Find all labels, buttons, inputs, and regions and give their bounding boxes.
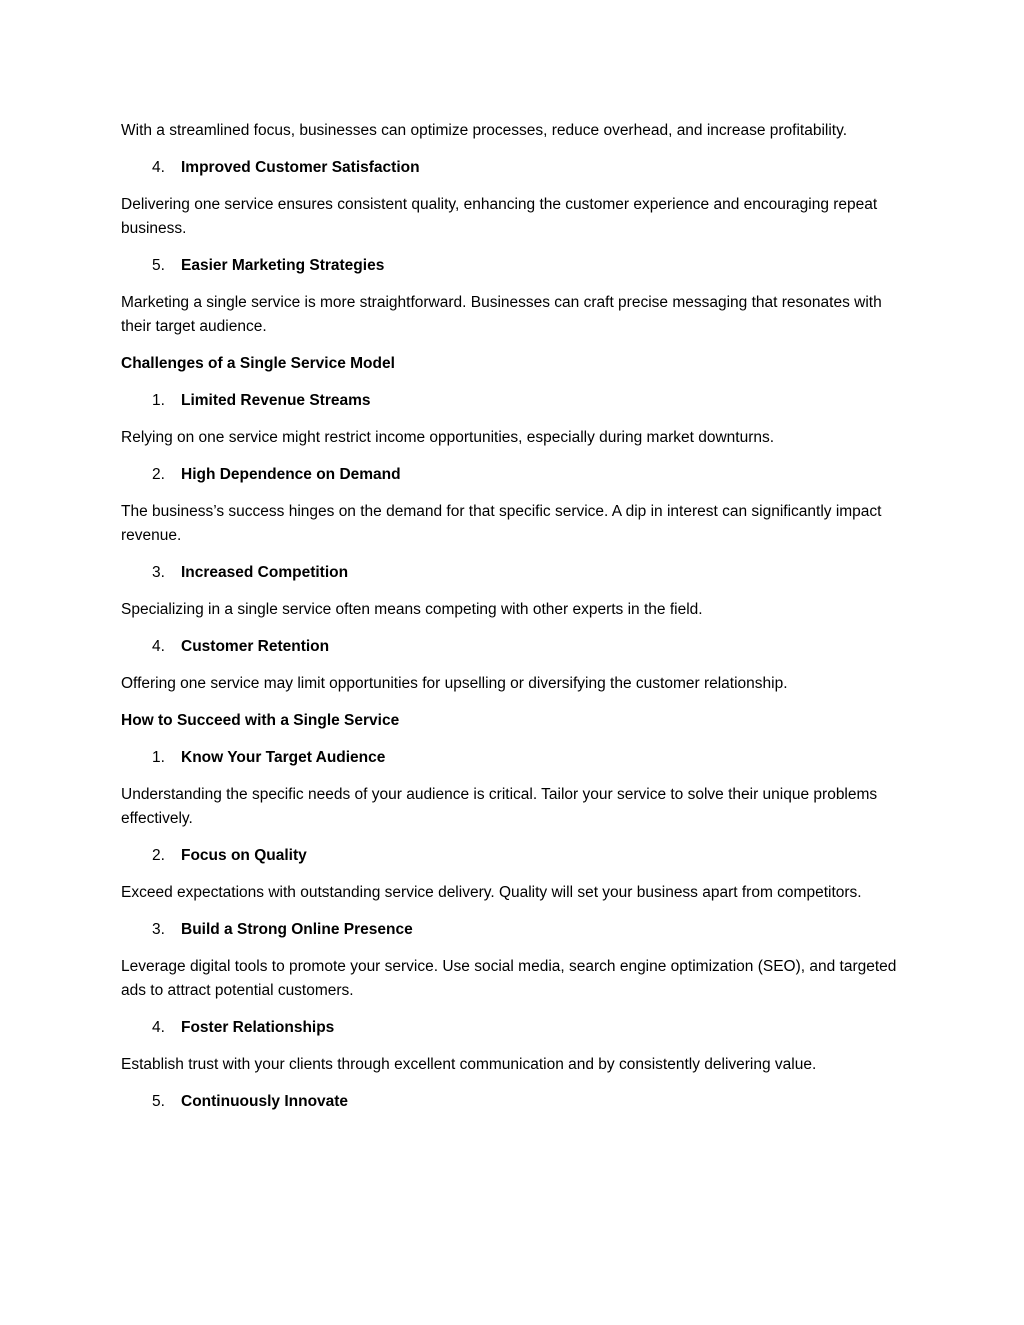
list-number: 3.	[152, 921, 165, 938]
list-number: 3.	[152, 564, 165, 581]
paragraph: Relying on one service might restrict income opportunities, especially during market downturns.	[121, 429, 775, 446]
list-item	[121, 635, 901, 659]
paragraph: Leverage digital tools to promote your service. Use social media, search engine optimization (SEO), and targeted ads to attract potential customers.	[121, 958, 897, 999]
list-label: Increased Competition	[181, 564, 349, 581]
paragraph: The business’s success hinges on the demand for that specific service. A dip in interest can significantly impact revenue.	[121, 503, 882, 544]
list-label: Build a Strong Online Presence	[181, 921, 413, 938]
list-label: Limited Revenue Streams	[181, 392, 371, 409]
list-label: Improved Customer Satisfaction	[181, 159, 420, 176]
list-number: 2.	[152, 847, 165, 864]
list-item	[121, 1016, 901, 1040]
paragraph: Delivering one service ensures consistent quality, enhancing the customer experience and encouraging repeat business.	[121, 196, 878, 237]
list-item	[121, 561, 901, 585]
document-body	[121, 119, 901, 1127]
paragraph: Marketing a single service is more straightforward. Businesses can craft precise messaging that resonates with their target audience.	[121, 294, 882, 335]
list-item	[121, 463, 901, 487]
list-number: 4.	[152, 1019, 165, 1036]
section-heading: How to Succeed with a Single Service	[121, 712, 400, 729]
paragraph: Specializing in a single service often means competing with other experts in the field.	[121, 601, 703, 618]
list-number: 5.	[152, 1093, 165, 1110]
list-label: Focus on Quality	[181, 847, 307, 864]
paragraph: Understanding the specific needs of your audience is critical. Tailor your service to solve their unique problems effectively.	[121, 786, 878, 827]
list-label: Know Your Target Audience	[181, 749, 386, 766]
list-number: 2.	[152, 466, 165, 483]
list-item	[121, 918, 901, 942]
list-item	[121, 156, 901, 180]
list-number: 4.	[152, 638, 165, 655]
list-label: Continuously Innovate	[181, 1093, 349, 1110]
list-label: Foster Relationships	[181, 1019, 335, 1036]
list-number: 5.	[152, 257, 165, 274]
list-label: Customer Retention	[181, 638, 330, 655]
list-number: 4.	[152, 159, 165, 176]
list-item	[121, 254, 901, 278]
list-number: 1.	[152, 749, 165, 766]
paragraph: Establish trust with your clients through excellent communication and by consistently delivering value.	[121, 1056, 817, 1073]
paragraph: Offering one service may limit opportunities for upselling or diversifying the customer relationship.	[121, 675, 788, 692]
paragraph: With a streamlined focus, businesses can optimize processes, reduce overhead, and increase profitability.	[121, 122, 847, 139]
list-label: Easier Marketing Strategies	[181, 257, 385, 274]
list-item	[121, 1090, 901, 1114]
paragraph: Exceed expectations with outstanding service delivery. Quality will set your business apart from competitors.	[121, 884, 862, 901]
list-item	[121, 746, 901, 770]
list-item	[121, 844, 901, 868]
section-heading: Challenges of a Single Service Model	[121, 355, 395, 372]
list-item	[121, 389, 901, 413]
list-number: 1.	[152, 392, 165, 409]
list-label: High Dependence on Demand	[181, 466, 401, 483]
